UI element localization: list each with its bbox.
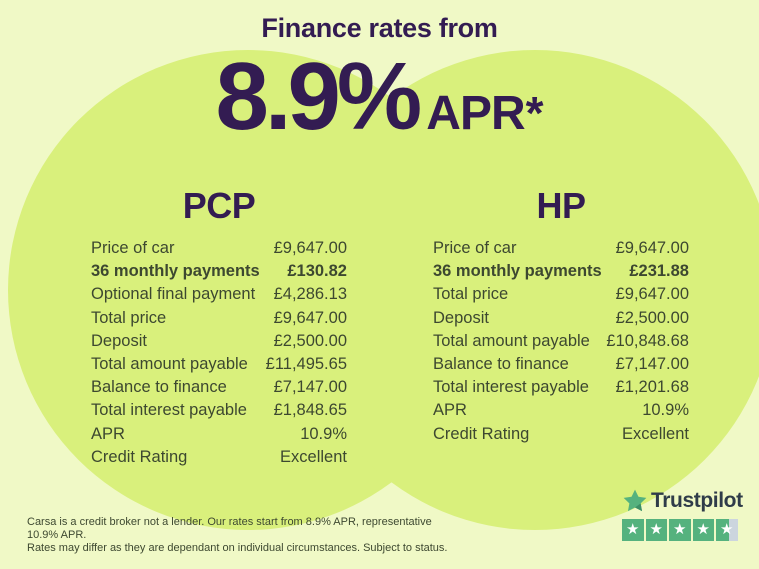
row-value: £2,500.00 [273, 331, 347, 350]
star-icon: ★ [720, 520, 734, 539]
table-row [91, 376, 347, 399]
table-row [433, 423, 689, 446]
trustpilot-rating-star [669, 519, 691, 541]
table-row [433, 353, 689, 376]
star-icon: ★ [626, 520, 640, 539]
row-value: Excellent [280, 447, 347, 466]
row-value: £9,647.00 [615, 285, 689, 304]
row-label: Deposit [433, 308, 489, 327]
row-value: £4,286.13 [273, 285, 347, 304]
table-row [91, 353, 347, 376]
row-value: 10.9% [642, 401, 689, 420]
hp-table [433, 185, 689, 446]
trustpilot-rating-star [716, 519, 738, 541]
row-value: £9,647.00 [273, 239, 347, 258]
row-label: Credit Rating [91, 447, 188, 466]
table-row [91, 446, 347, 469]
rate-footnote-marker: * [525, 87, 544, 139]
row-value: £9,647.00 [615, 239, 689, 258]
table-row [433, 399, 689, 422]
row-label: Total interest payable [433, 378, 589, 397]
table-row [433, 283, 689, 306]
row-label: Total interest payable [91, 401, 247, 420]
row-label: Price of car [91, 239, 175, 258]
table-row [433, 307, 689, 330]
row-label: Balance to finance [91, 378, 227, 397]
disclaimer-line-1: Carsa is a credit broker not a lender. Our rates start from 8.9% APR, representative 10.9% APR. [27, 516, 432, 541]
row-value: £1,201.68 [615, 378, 689, 397]
table-row [433, 237, 689, 260]
row-label: 36 monthly payments [433, 262, 602, 281]
hp-table-title: HP [536, 185, 586, 226]
table-row [91, 330, 347, 353]
row-value: 10.9% [300, 424, 347, 443]
row-label: Balance to finance [433, 355, 569, 374]
row-value: £2,500.00 [615, 308, 689, 327]
table-row [91, 307, 347, 330]
pcp-table [91, 185, 347, 469]
disclaimer-line-2: Rates may differ as they are dependant on individual circumstances. Subject to status. [27, 542, 448, 554]
table-row [433, 260, 689, 283]
star-icon: ★ [696, 520, 710, 539]
trustpilot-rating-star [693, 519, 715, 541]
row-label: Total price [91, 308, 167, 327]
row-value: £1,848.65 [273, 401, 347, 420]
banner-tagline: Finance rates from [261, 13, 498, 43]
table-row [91, 423, 347, 446]
trustpilot-logo [622, 488, 743, 514]
row-value: £10,848.68 [606, 331, 689, 350]
row-value: £231.88 [629, 262, 689, 281]
table-row [433, 330, 689, 353]
table-row [91, 283, 347, 306]
trustpilot-stars [622, 519, 743, 541]
row-label: APR [91, 424, 125, 443]
trustpilot-brand-name: Trustpilot [651, 489, 743, 512]
hp-table-rows [433, 237, 689, 446]
trustpilot-rating-star [622, 519, 644, 541]
row-label: Deposit [91, 331, 147, 350]
table-row [91, 399, 347, 422]
row-label: 36 monthly payments [91, 262, 260, 281]
row-label: Optional final payment [91, 285, 256, 304]
row-label: APR [433, 401, 467, 420]
trustpilot-rating-star [646, 519, 668, 541]
row-value: £130.82 [287, 262, 347, 281]
pcp-table-title: PCP [182, 185, 256, 226]
row-label: Total amount payable [433, 331, 590, 350]
table-row [433, 376, 689, 399]
table-row [91, 237, 347, 260]
row-label: Total amount payable [91, 355, 248, 374]
star-icon: ★ [673, 520, 687, 539]
row-value: £9,647.00 [273, 308, 347, 327]
row-label: Credit Rating [433, 424, 530, 443]
pcp-table-rows [91, 237, 347, 469]
row-value: £7,147.00 [615, 355, 689, 374]
trustpilot-widget [622, 488, 743, 541]
star-icon: ★ [649, 520, 663, 539]
rate-unit: APR [426, 87, 525, 140]
rate-value: 8.9% [215, 43, 419, 150]
row-label: Total price [433, 285, 509, 304]
table-row [91, 260, 347, 283]
row-value: Excellent [622, 424, 689, 443]
trustpilot-star-icon [622, 488, 648, 514]
row-value: £11,495.65 [265, 355, 347, 374]
row-label: Price of car [433, 239, 517, 258]
row-value: £7,147.00 [273, 378, 347, 397]
headline-rate [0, 43, 759, 150]
disclaimer-text [27, 516, 457, 555]
